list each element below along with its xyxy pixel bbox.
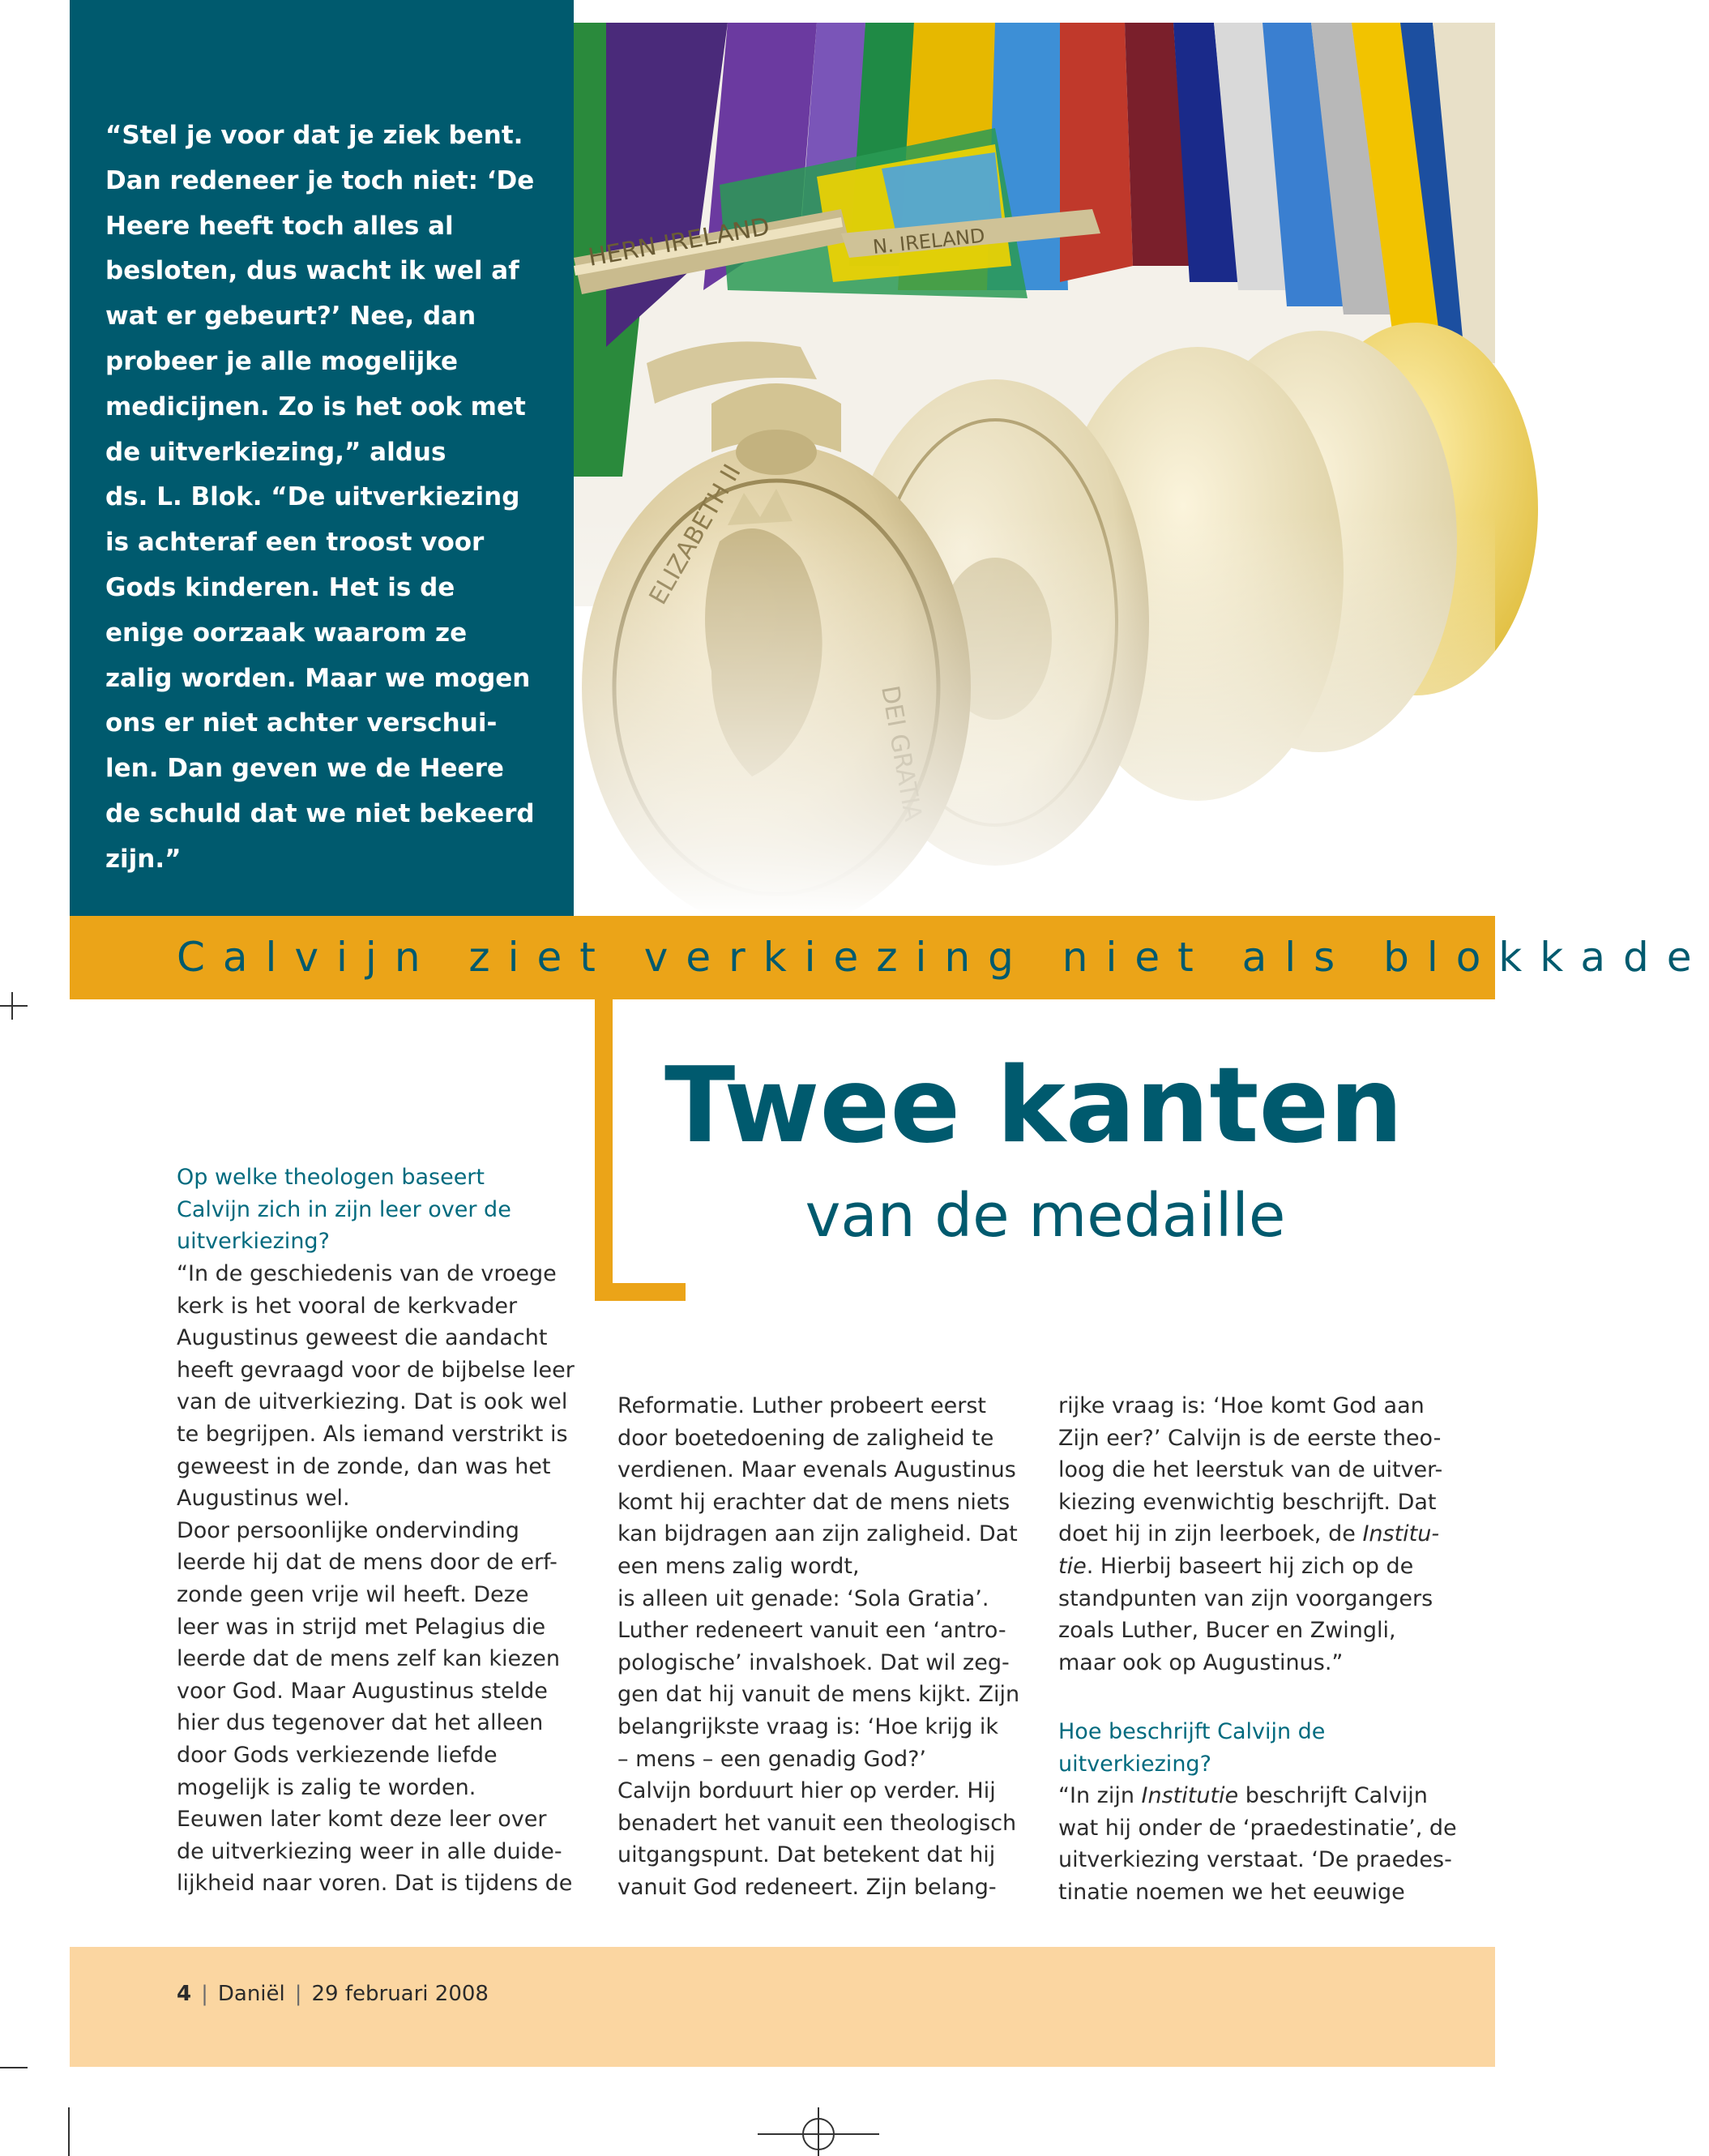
- medals-illustration: [574, 23, 1495, 916]
- col3-italic-b: Institutie: [1141, 1783, 1239, 1808]
- crop-mark: [0, 2067, 28, 2068]
- col3-text-b2: beschrijft Calvijn wat hij onder de ‘praedestinatie’, de uitverkiezing verstaat. ‘De praedes- tinatie noemen we het eeuwige: [1058, 1783, 1457, 1905]
- col3-text-a: rijke vraag is: ‘Hoe komt God aan Zijn eer?’ Calvijn is de eerste theo- loog die het leerstuk van de uitver- kiezing evenwichtig beschrijft. Dat doet hij in zijn leerboek, de: [1058, 1393, 1443, 1547]
- interview-question-1: Op welke theologen baseert Calvijn zich in zijn leer over de uitverkiezing?: [177, 1165, 511, 1255]
- body-column-3-part-1: [1058, 1390, 1463, 1679]
- kicker: Calvijn ziet verkiezing niet als blokkade: [177, 934, 1709, 981]
- footer-separator: |: [201, 1982, 208, 2006]
- body-column-3-part-2: [1058, 1780, 1463, 1908]
- col3-italic-a: Institu- tie: [1058, 1521, 1440, 1579]
- subheadline: van de medaille: [805, 1181, 1286, 1251]
- crop-mark: [68, 2107, 70, 2156]
- medals-photo: [574, 23, 1495, 916]
- pull-quote: “Stel je voor dat je ziek bent. Dan redeneer je toch niet: ‘De Heere heeft toch alles al besloten, dus wacht ik wel af wat er gebeurt?’ Nee, dan probeer je alle mogelijke medicijnen. Zo is het ook met de uitverkiezing,” aldus ds. L. Blok. “De uitverkiezing is achteraf een troost voor Gods kinderen. Het is de enige oorzaak waarom ze zalig worden. Maar we mogen ons er niet achter verschui- len. Dan geven we de Heere de schuld dat we niet bekeerd zijn.”: [105, 121, 535, 874]
- page-number: 4: [177, 1982, 192, 2006]
- crop-mark: [0, 1005, 28, 1007]
- col3-text-b1: “In zijn: [1058, 1783, 1142, 1808]
- interview-question-2: Hoe beschrijft Calvijn de uitverkiezing?: [1058, 1719, 1326, 1777]
- bracket-foot: [595, 1283, 686, 1301]
- body-column-1: “In de geschiedenis van de vroege kerk is het vooral de kerkvader Augustinus geweest die aandacht heeft gevraagd voor de bijbelse leer van de uitverkiezing. Dat is ook wel te begrijpen. Als iemand verstrikt is geweest in de zonde, dan was het Augustinus wel. Door persoonlijke ondervinding leerde hij dat de mens door de erf- zonde geen vrije wil heeft. Deze leer was in strijd met Pelagius die leerde dat de mens zelf kan kiezen voor God. Maar Augustinus stelde hier dus tegenover dat het alleen door Gods verkiezende liefde mogelijk is zalig te worden. Eeuwen later komt deze leer over de uitverkiezing weer in alle duide- lijkheid naar voren. Dat is tijdens de: [177, 1261, 575, 1897]
- magazine-name: Daniël: [217, 1982, 285, 2006]
- body-column-2: Reformatie. Luther probeert eerst door boetedoening de zaligheid te verdienen. Maar evenals Augustinus komt hij erachter dat de mens niets kan bijdragen aan zijn zaligheid. Dat een mens zalig wordt, is alleen uit genade: ‘Sola Gratia’. Luther redeneert vanuit een ‘antro- pologische’ invalshoek. Dat wil zeg- gen dat hij vanuit de mens kijkt. Zijn belangrijkste vraag is: ‘Hoe krijg ik – mens – een genadig God?’ Calvijn borduurt hier op verder. Hij benadert het vanuit een theologisch uitgangspunt. Dat betekent dat hij vanuit God redeneert. Zijn belang-: [617, 1393, 1020, 1900]
- headline: Twee kanten: [664, 1046, 1404, 1166]
- crop-mark: [11, 992, 13, 1020]
- footer: [177, 1978, 489, 2010]
- registration-circle: [802, 2118, 835, 2150]
- issue-date: 29 februari 2008: [311, 1982, 489, 2006]
- col3-text-a2: . Hierbij baseert hij zich op de standpunten van zijn voorgangers zoals Luther, Bucer en Zwingli, maar ook op Augustinus.”: [1058, 1553, 1433, 1675]
- footer-separator: |: [294, 1982, 302, 2006]
